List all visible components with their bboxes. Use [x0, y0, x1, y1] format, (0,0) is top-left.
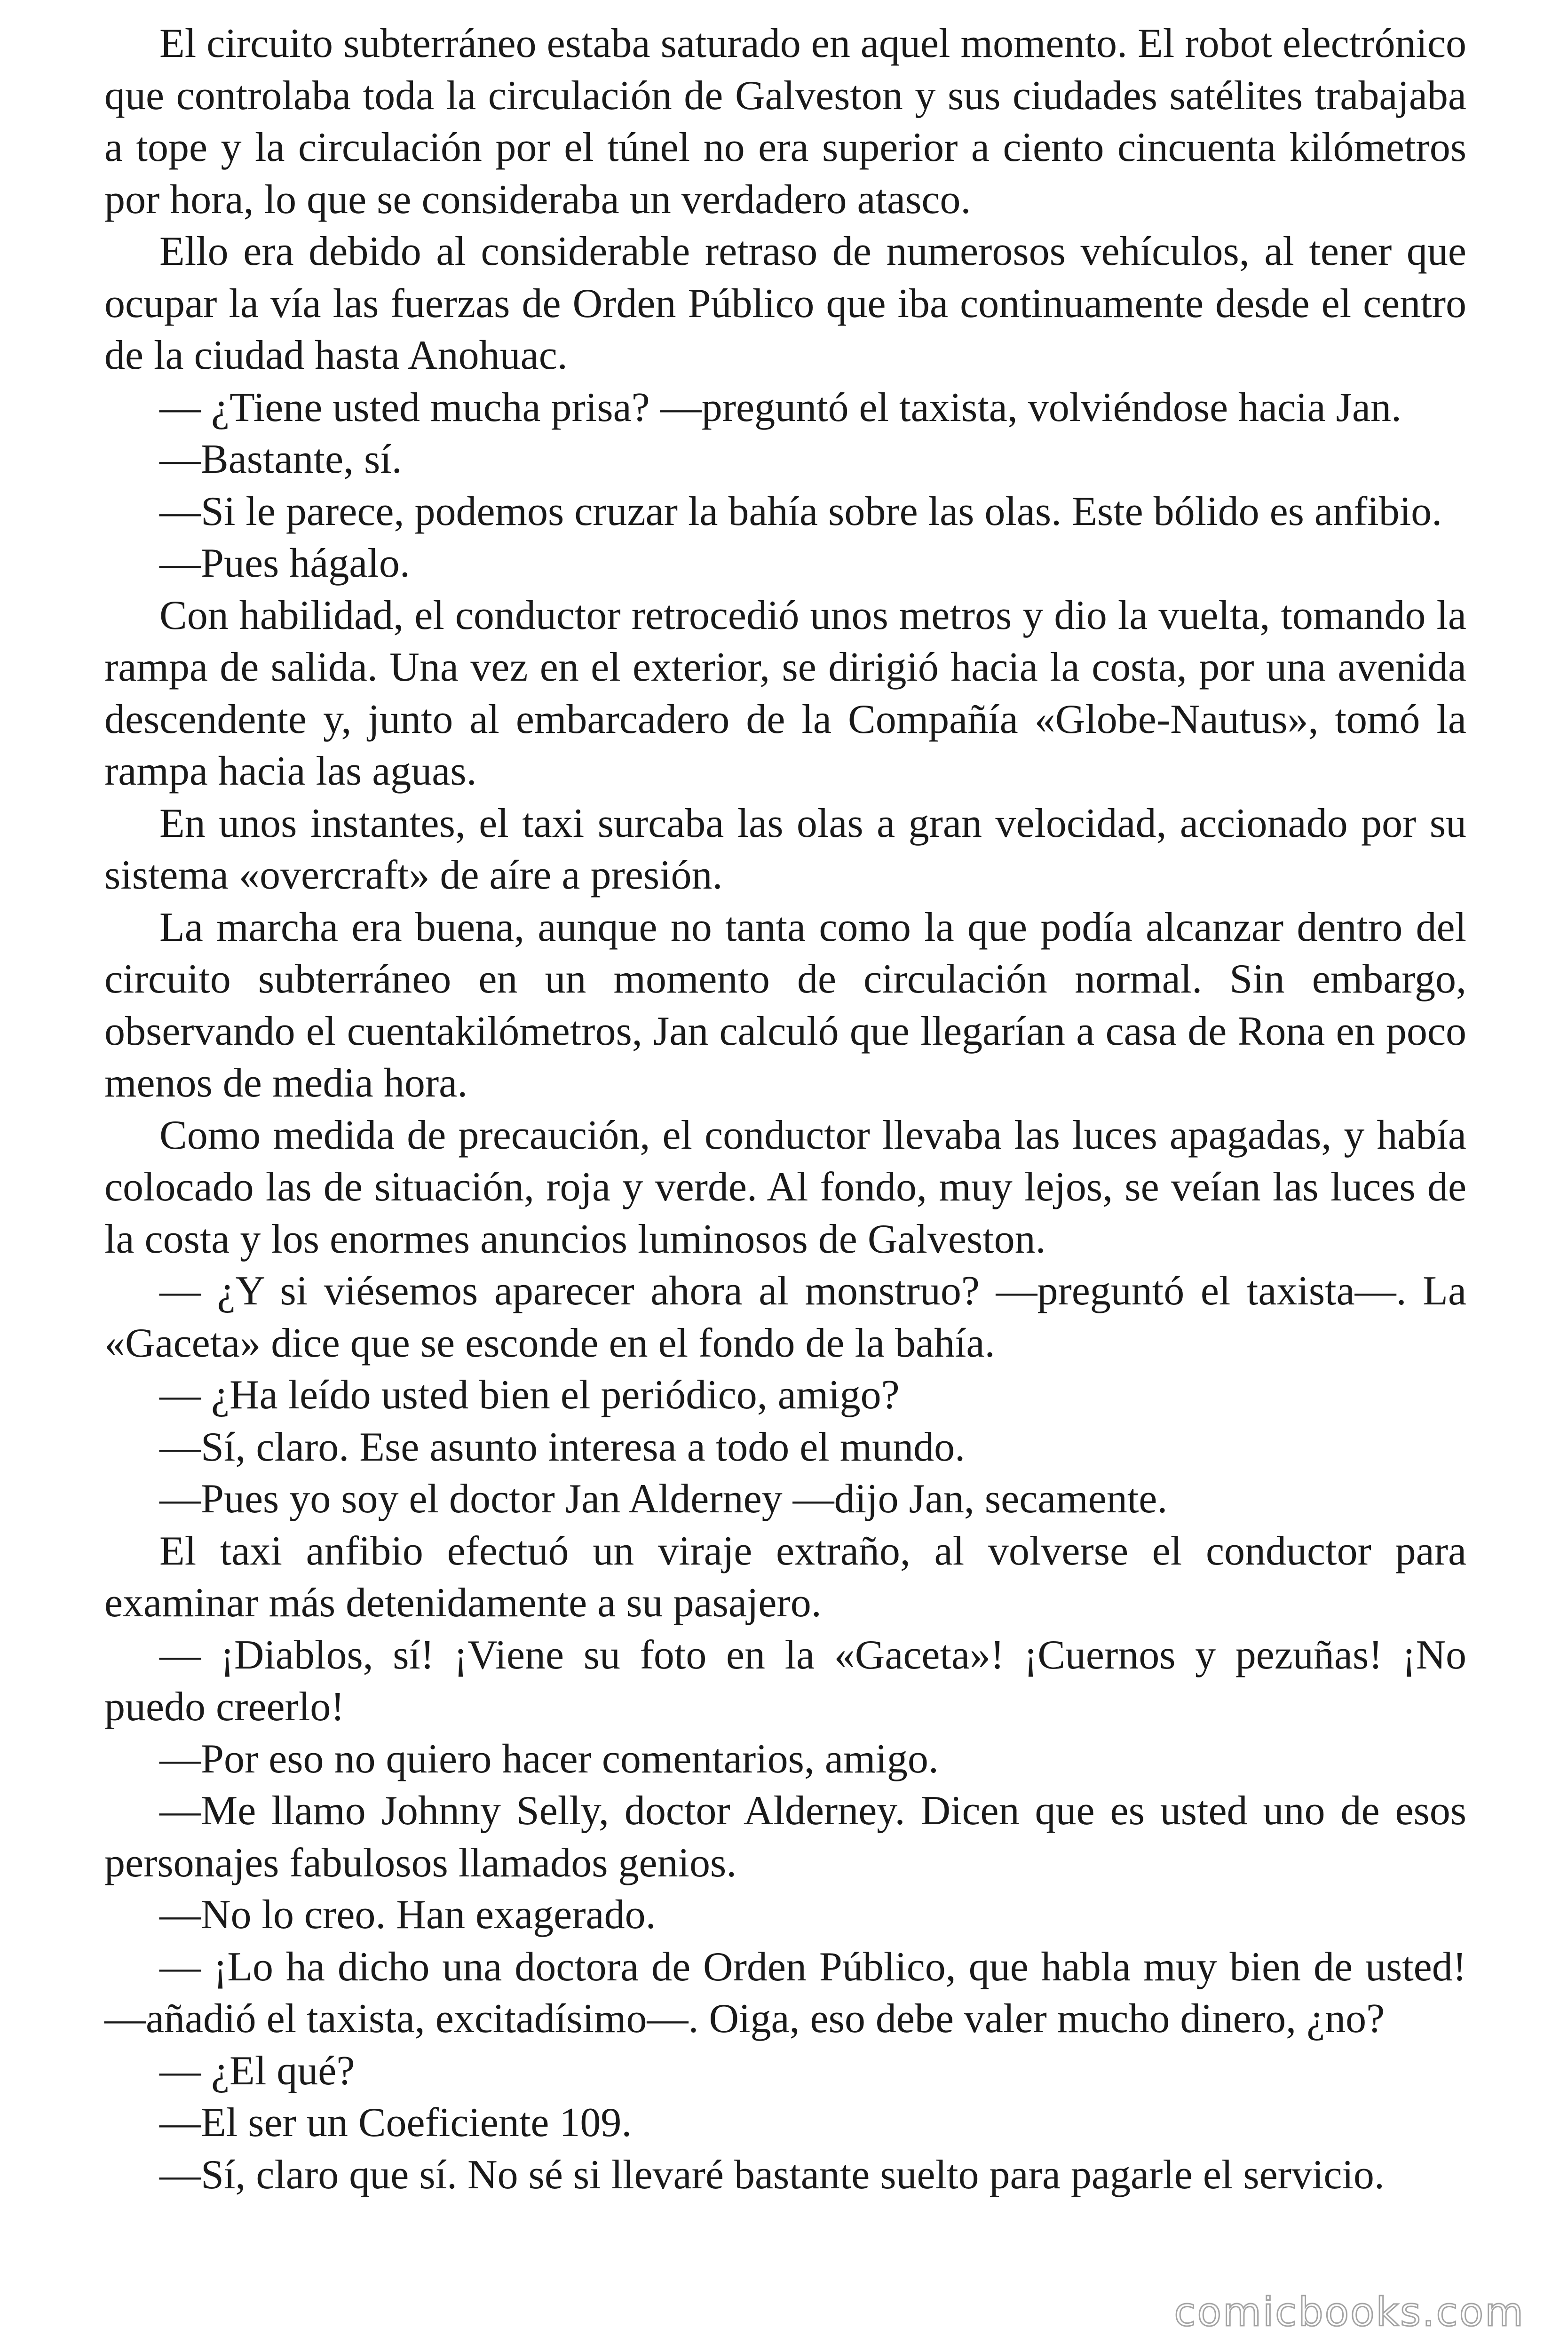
paragraph: —Si le parece, podemos cruzar la bahía sobre las olas. Este bólido es anfibio.	[159, 488, 1442, 534]
paragraph: — ¡Lo ha dicho una doctora de Orden Público, que habla muy bien de usted! —añadió el taxista, excitadísimo—. Oiga, eso debe valer mucho dinero, ¿no?	[104, 1944, 1466, 2042]
paragraph: —Pues hágalo.	[159, 540, 410, 586]
paragraph: —Sí, claro que sí. No sé si llevaré bastante suelto para pagarle el servicio.	[159, 2152, 1385, 2198]
paragraph: La marcha era buena, aunque no tanta como la que podía alcanzar dentro del circuito subterráneo en un momento de circulación normal. Sin embargo, observando el cuentakilómetros, Jan calculó que llegarían a casa de Rona en poco menos de media hora.	[104, 904, 1466, 1106]
paragraph: —El ser un Coeficiente 109.	[159, 2100, 632, 2145]
book-page-text	[104, 18, 1466, 2201]
paragraph: —No lo creo. Han exagerado.	[159, 1892, 656, 1938]
paragraph: —Sí, claro. Ese asunto interesa a todo el mundo.	[159, 1424, 966, 1470]
paragraph: — ¿El qué?	[159, 2048, 355, 2094]
paragraph: Como medida de precaución, el conductor llevaba las luces apagadas, y había colocado las de situación, roja y verde. Al fondo, muy lejos, se veían las luces de la costa y los enormes anuncios luminosos de Galveston.	[104, 1112, 1466, 1262]
paragraph: Ello era debido al considerable retraso de numerosos vehículos, al tener que ocupar la vía las fuerzas de Orden Público que iba continuamente desde el centro de la ciudad hasta Anohuac.	[104, 229, 1466, 378]
paragraph: —Pues yo soy el doctor Jan Alderney —dijo Jan, secamente.	[159, 1476, 1168, 1522]
paragraph: — ¿Y si viésemos aparecer ahora al monstruo? —preguntó el taxista—. La «Gaceta» dice que se esconde en el fondo de la bahía.	[104, 1268, 1466, 1366]
paragraph: Con habilidad, el conductor retrocedió unos metros y dio la vuelta, tomando la rampa de salida. Una vez en el exterior, se dirigió hacia la costa, por una avenida descendente y, junto al embarcadero de la Compañía «Globe-Nautus», tomó la rampa hacia las aguas.	[104, 592, 1466, 794]
paragraph: El circuito subterráneo estaba saturado en aquel momento. El robot electrónico que controlaba toda la circulación de Galveston y sus ciudades satélites trabajaba a tope y la circulación por el túnel no era superior a ciento cincuenta kilómetros por hora, lo que se consideraba un verdadero atasco.	[104, 21, 1466, 222]
paragraph: — ¿Tiene usted mucha prisa? —preguntó el taxista, volviéndose hacia Jan.	[159, 384, 1402, 430]
paragraph: — ¿Ha leído usted bien el periódico, amigo?	[159, 1372, 900, 1418]
paragraph: —Me llamo Johnny Selly, doctor Alderney. Dicen que es usted uno de esos personajes fabulosos llamados genios.	[104, 1788, 1466, 1886]
paragraph: — ¡Diablos, sí! ¡Viene su foto en la «Gaceta»! ¡Cuernos y pezuñas! ¡No puedo creerlo!	[104, 1632, 1466, 1730]
paragraph: —Por eso no quiero hacer comentarios, amigo.	[159, 1736, 939, 1782]
watermark: comicbooks.com	[1174, 2289, 1525, 2335]
paragraph: En unos instantes, el taxi surcaba las olas a gran velocidad, accionado por su sistema «overcraft» de aíre a presión.	[104, 800, 1466, 898]
paragraph: El taxi anfibio efectuó un viraje extraño, al volverse el conductor para examinar más detenidamente a su pasajero.	[104, 1528, 1466, 1626]
paragraph: —Bastante, sí.	[159, 437, 402, 482]
